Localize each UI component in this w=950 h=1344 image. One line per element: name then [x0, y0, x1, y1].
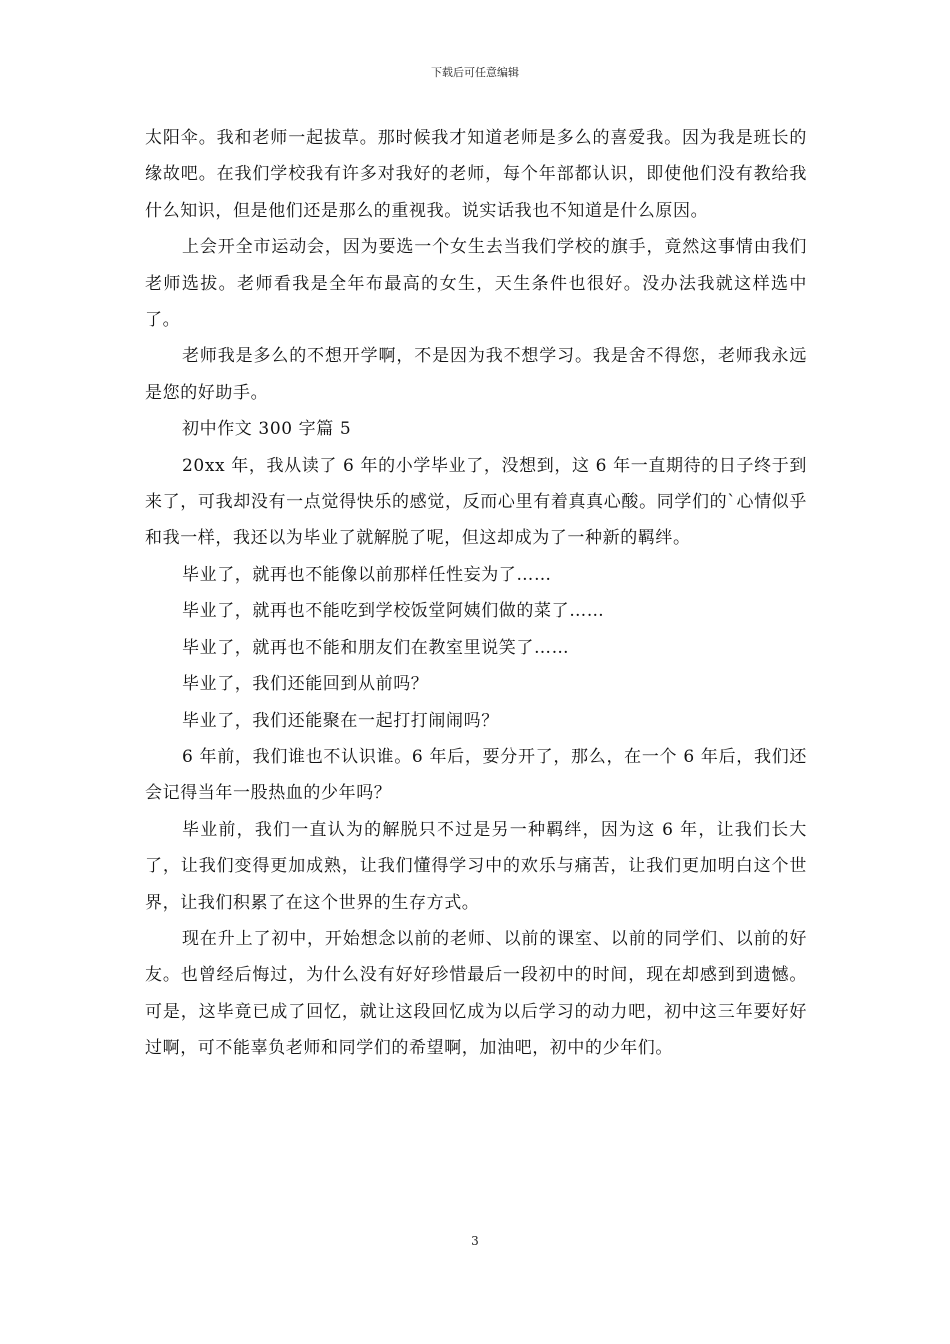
paragraph: 毕业前，我们一直认为的解脱只不过是另一种羁绊，因为这 6 年，让我们长大了，让我们变得更加成熟，让我们懂得学习中的欢乐与痛苦，让我们更加明白这个世界，让我们积累了在这个世界的生存方式。	[145, 819, 807, 913]
paragraph: 毕业了，就再也不能像以前那样任性妄为了……	[182, 564, 552, 585]
paragraph: 太阳伞。我和老师一起拔草。那时候我才知道老师是多么的喜爱我。因为我是班长的缘故吧。在我们学校我有许多对我好的老师，每个年部都认识，即使他们没有教给我什么知识，但是他们还是那么的重视我。说实话我也不知道是什么原因。	[145, 128, 807, 221]
document-body	[145, 120, 807, 1067]
paragraph: 毕业了，就再也不能和朋友们在教室里说笑了……	[182, 637, 570, 658]
paragraph: 老师我是多么的不想开学啊，不是因为我不想学习。我是舍不得您，老师我永远是您的好助手。	[145, 346, 807, 403]
paragraph: 毕业了，我们还能聚在一起打打闹闹吗？	[182, 710, 499, 731]
paragraph: 6 年前，我们谁也不认识谁。6 年后，要分开了，那么，在一个 6 年后，我们还会记得当年一股热血的少年吗？	[145, 746, 807, 804]
paragraph: 毕业了，我们还能回到从前吗？	[182, 674, 429, 695]
section-heading: 初中作文 300 字篇 5	[182, 419, 352, 440]
page-header: 下载后可任意编辑	[431, 66, 519, 79]
page-number: 3	[471, 1234, 479, 1248]
paragraph: 毕业了，就再也不能吃到学校饭堂阿姨们做的菜了……	[182, 601, 605, 622]
paragraph: 现在升上了初中，开始想念以前的老师、以前的课室、以前的同学们、以前的好友。也曾经后悔过，为什么没有好好珍惜最后一段初中的时间，现在却感到到遗憾。可是，这毕竟已成了回忆，就让这段回忆成为以后学习的动力吧，初中这三年要好好过啊，可不能辜负老师和同学们的希望啊，加油吧，初中的少年们。	[145, 928, 807, 1059]
paragraph: 上会开全市运动会，因为要选一个女生去当我们学校的旗手，竟然这事情由我们老师选拔。老师看我是全年布最高的女生，天生条件也很好。没办法我就这样选中了。	[145, 237, 807, 331]
paragraph: 20xx 年，我从读了 6 年的小学毕业了，没想到，这 6 年一直期待的日子终于到来了，可我却没有一点觉得快乐的感觉，反而心里有着真真心酸。同学们的`心情似乎和我一样，我还以为毕业了就解脱了呢，但这却成为了一种新的羁绊。	[145, 455, 807, 549]
